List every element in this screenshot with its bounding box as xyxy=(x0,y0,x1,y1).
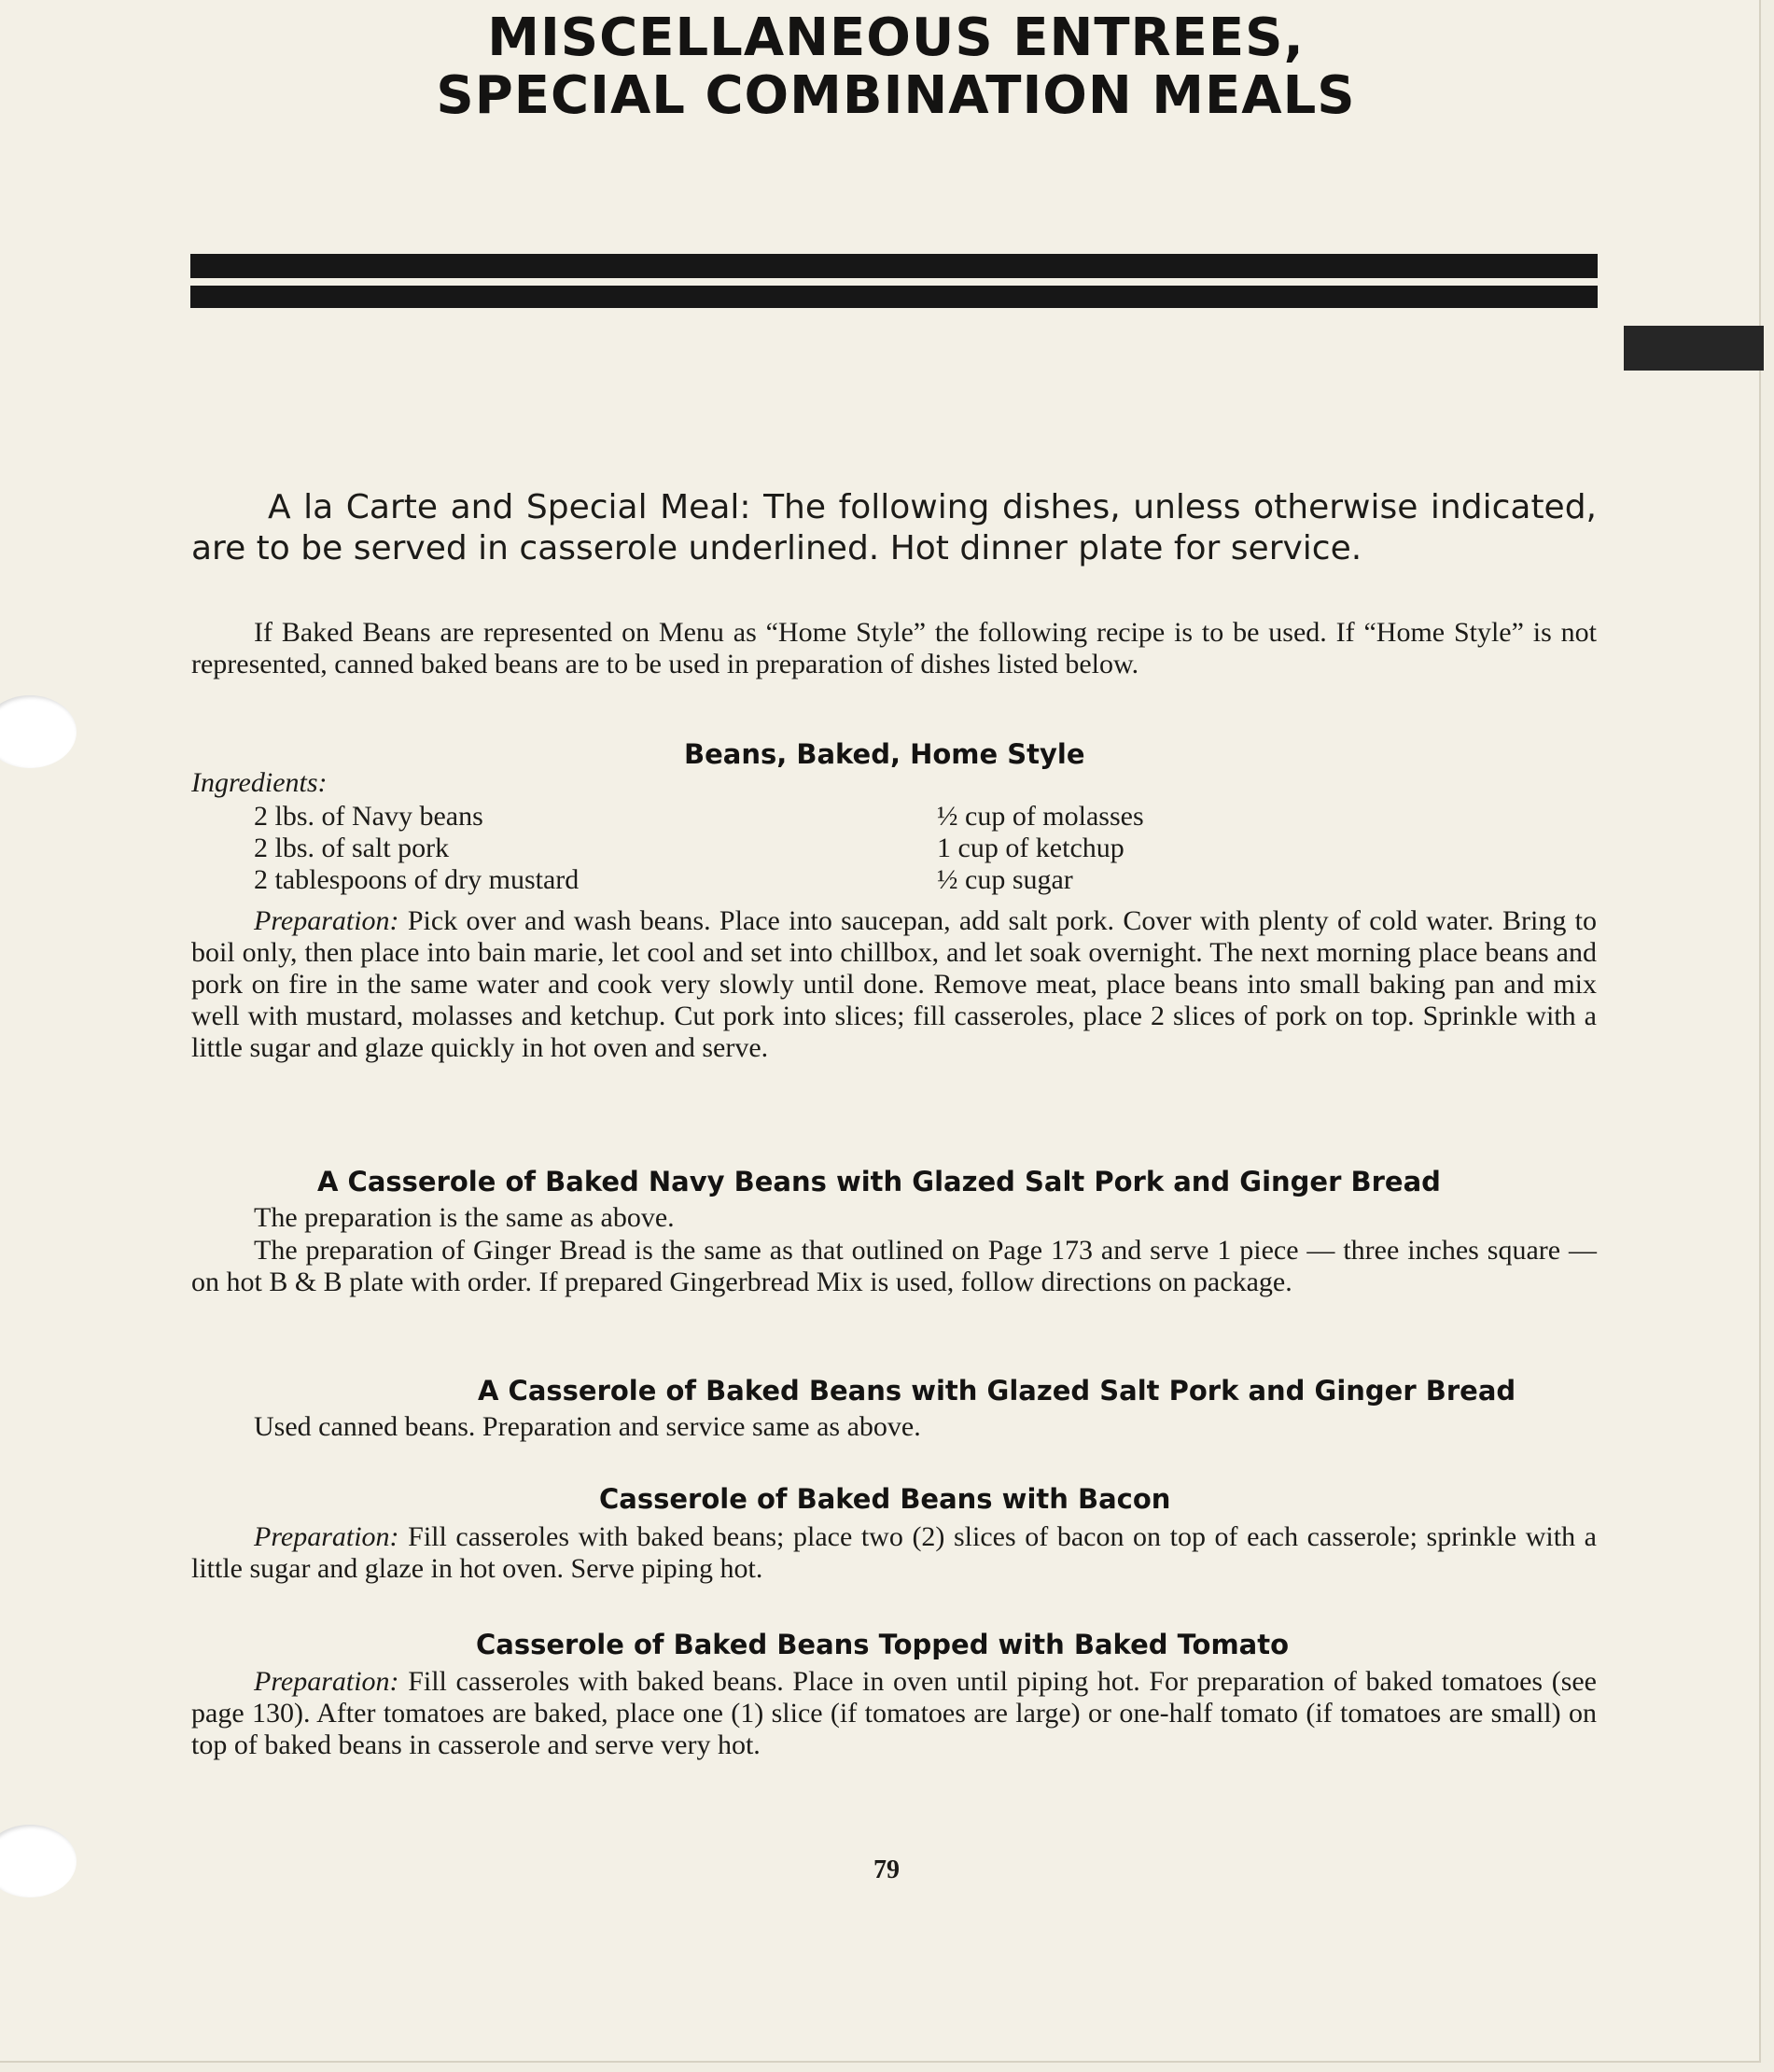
ingredients-label: Ingredients: xyxy=(191,767,328,798)
home-style-note: If Baked Beans are represented on Menu as “Home Style” the following recipe is to be used. If “Home Style” is not represented, canned baked beans are to be used in preparation of dishes listed below. xyxy=(191,617,1597,679)
ingredient-item: 1 cup of ketchup xyxy=(937,833,1124,863)
rule-thin xyxy=(190,286,1598,308)
ingredient-item: ½ cup of molasses xyxy=(937,801,1144,832)
preparation-text: Fill casseroles with baked beans. Place in oven until piping hot. For preparation of baked tomatoes (see page 130). After tomatoes are baked, place one (1) slice (if tomatoes are large) or one-half tomato (if tomatoes are small) on top of baked beans in casserole and serve very hot. xyxy=(191,1666,1598,1760)
recipe-heading: Beans, Baked, Home Style xyxy=(684,738,1085,770)
recipe-text: The preparation of Ginger Bread is the same as that outlined on Page 173 and serve 1 piece — three inches square — on hot B & B plate with order. If prepared Gingerbread Mix is used, follow directions on package. xyxy=(191,1235,1597,1297)
recipe-heading: Casserole of Baked Beans with Bacon xyxy=(599,1483,1171,1515)
recipe-preparation xyxy=(191,1666,1597,1761)
title-line-1: MISCELLANEOUS ENTREES, xyxy=(487,7,1305,68)
recipe-text: The preparation is the same as above. xyxy=(254,1202,675,1233)
ingredient-item: 2 lbs. of Navy beans xyxy=(254,801,483,832)
preparation-text: Fill casseroles with baked beans; place two (2) slices of bacon on top of each casserole; sprinkle with a little sugar and glaze in hot oven. Serve piping hot. xyxy=(191,1521,1597,1584)
preparation-label: Preparation: xyxy=(254,905,399,936)
page-title xyxy=(187,9,1605,125)
page-number: 79 xyxy=(873,1855,900,1884)
section-tab-marker xyxy=(1624,326,1764,371)
punch-hole-bottom xyxy=(0,1825,77,1897)
recipe-preparation xyxy=(191,1521,1597,1585)
preparation-label: Preparation: xyxy=(254,1666,399,1697)
title-line-2: SPECIAL COMBINATION MEALS xyxy=(436,65,1356,126)
ingredient-item: 2 lbs. of salt pork xyxy=(254,833,450,863)
recipe-text: Used canned beans. Preparation and service same as above. xyxy=(254,1411,921,1442)
ingredient-item: ½ cup sugar xyxy=(937,864,1073,895)
preparation-text: Pick over and wash beans. Place into saucepan, add salt pork. Cover with plenty of cold water. Bring to boil only, then place into bain marie, let cool and set into chillbox, and let soak overnight. The next morning place beans and pork on fire in the same water and cook very slowly until done. Remove meat, place beans into small baking pan and mix well with mustard, molasses and ketchup. Cut pork into slices; fill casseroles, place 2 slices of pork on top. Sprinkle with a little sugar and glaze quickly in hot oven and serve. xyxy=(191,905,1598,1063)
recipe-preparation xyxy=(191,905,1597,1064)
rule-thick xyxy=(190,254,1598,278)
preparation-label: Preparation: xyxy=(254,1521,399,1552)
punch-hole-top xyxy=(0,695,77,768)
recipe-heading: A Casserole of Baked Navy Beans with Glazed Salt Pork and Ginger Bread xyxy=(317,1166,1441,1197)
intro-text: A la Carte and Special Meal: The following dishes, unless otherwise indicated, are to be served in casserole underlined. Hot dinner plate for service. xyxy=(191,488,1597,567)
ingredient-item: 2 tablespoons of dry mustard xyxy=(254,864,580,895)
recipe-heading: Casserole of Baked Beans Topped with Baked Tomato xyxy=(476,1629,1290,1660)
recipe-heading: A Casserole of Baked Beans with Glazed Salt Pork and Ginger Bread xyxy=(478,1375,1516,1407)
